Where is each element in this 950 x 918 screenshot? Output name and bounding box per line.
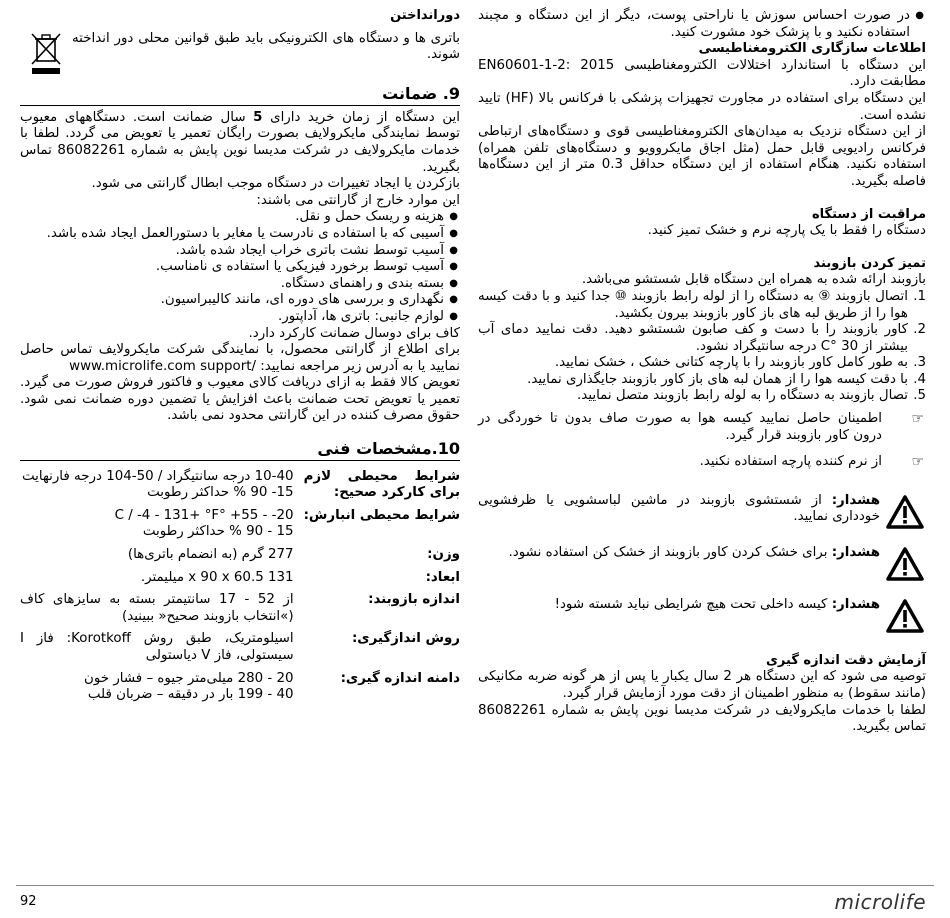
spec-row <box>20 508 460 547</box>
warranty-paragraph-3: این موارد خارج از گارانتی می باشند: <box>256 192 460 208</box>
spec-value: 20 - 280 میلی‌متر جیوه – فشار خون 40 - 199 بار در دقیقه – ضربان قلب <box>84 670 294 703</box>
spec-row <box>20 547 460 570</box>
note-softener <box>478 454 926 471</box>
spec-label: شرایط محیطی انبارش: <box>303 507 460 523</box>
step-text: با دقت کیسه هوا را از همان لبه های باز کاور بازوبند جایگذاری نمایید. <box>527 371 908 387</box>
step-number: 3. <box>913 355 926 371</box>
step-number: 1. <box>913 288 926 304</box>
spec-value: اسیلومتریک، طبق روش Korotkoff: فاز I سیستولی، فاز V دیاستولی <box>20 631 294 663</box>
spec-row <box>20 671 460 710</box>
cleaning-steps <box>478 289 926 405</box>
page-footer <box>0 885 950 918</box>
intro-bullet-list <box>478 8 926 41</box>
warranty-paragraph-6: تعویض کالا فقط به ازای دریافت کالای معیوب و فاکتور فروش صورت می گیرد. تعمیر یا تعویض تحت ضمانت باعث افزایش یا تضمین دوره ضمانت نمی شود. حقوق مصرف کننده در این گارانتی محدود نمی باشد. <box>20 375 460 424</box>
pointing-hand-icon: ☞ <box>911 454 924 471</box>
exclusion-item: ● آسیب توسط نشت باتری خراب ایجاد شده باشد. <box>20 243 460 260</box>
right-column <box>478 8 926 736</box>
exclusion-item: ● هزینه و ریسک حمل و نقل. <box>20 209 460 226</box>
spec-label: وزن: <box>427 547 460 563</box>
emc-paragraph-3: از این دستگاه نزدیک به میدان‌های الکترومغناطیسی قوی و دستگاه‌های ارتباطی فرکانس رادیویی قابل حمل (مثل اجاق مایکروویو و دستگاه‌های تلفن همراه) استفاده نکنید. هنگام استفاده از این دستگاه حداقل 0.3 متر از این دستگاه‌ها فاصله بگیرید. <box>478 124 926 189</box>
exclusion-item: ● آسیب توسط برخورد فیزیکی یا استفاده ی نامناسب. <box>20 259 460 276</box>
cleaning-step <box>478 289 926 322</box>
exclusion-item: ● لوازم جانبی: باتری ها، آداپتور. <box>20 309 460 326</box>
note-text: اطمینان حاصل نمایید کیسه هوا به صورت صاف بدون تا خوردگی در درون کاور بازوبند قرار گیرد. <box>478 411 882 443</box>
cuff-clean-intro: بازوبند ارائه شده به همراه این دستگاه قابل شستشو می‌باشد. <box>581 272 926 288</box>
spec-label: دامنه اندازه گیری: <box>340 670 460 686</box>
warning-label: هشدار: <box>831 596 880 612</box>
disposal-text: باتری ها و دستگاه های الکترونیکی باید طبق قوانین محلی دور انداخته شوند. <box>72 30 460 63</box>
step-text: کاور بازوبند را با دست و کف صابون شستشو دهید. دقت نمایید دمای آب بیشتر از 30 °C درجه سانتیگراد نشود. <box>478 322 908 354</box>
warranty-title: 9. ضمانت <box>20 86 460 106</box>
cleaning-step <box>478 372 926 389</box>
step-text: اتصال بازوبند ⑨ به دستگاه را از لوله رابط بازوبند ⑩ جدا کنید و با دقت کیسه هوا را از طریق لبه های باز کاور بازوبند بیرون بکشید. <box>478 288 908 321</box>
warning-inner-bag <box>478 597 926 639</box>
warranty-section <box>20 110 460 425</box>
step-number: 4. <box>913 371 926 387</box>
intro-bullet: ● در صورت احساس سوزش یا ناراحتی پوست، دیگر از این دستگاه و مچبند استفاده نکنید و با پزشک خود مشورت کنید. <box>478 8 926 41</box>
warranty-years: 5 <box>253 109 263 125</box>
left-column <box>20 8 460 710</box>
warranty-text-a: این دستگاه از زمان خرید دارای <box>270 109 460 125</box>
note-flat-airbag <box>478 411 926 444</box>
specs-table <box>20 469 460 710</box>
spec-label: اندازه بازوبند: <box>368 592 460 608</box>
spec-row <box>20 631 460 670</box>
step-text: تصال بازوبند به دستگاه را به لوله رابط بازوبند متصل نمایید. <box>577 388 908 404</box>
spec-value: 131 x 90 x 60.5 میلیمتر. <box>140 569 294 585</box>
note-text: از نرم کننده پارچه استفاده نکنید. <box>699 454 882 470</box>
disposal-title: دورانداختن <box>390 8 460 23</box>
cuff-clean-title: تمیز کردن بازوبند <box>813 255 926 271</box>
accuracy-paragraph-2: لطفا با خدمات مایکرولایف در شرکت مدیسا نوین پایش به شماره 86082261 تماس بگیرید. <box>478 702 926 735</box>
emc-paragraph-2: این دستگاه برای استفاده در مجاورت تجهیزات پزشکی با فرکانس بالا (HF) تایید نشده است. <box>478 90 926 123</box>
spec-value: 277 گرم (به انضمام باتری‌ها) <box>127 547 294 563</box>
spec-row <box>20 570 460 593</box>
emc-title: اطلاعات سازگاری الکترومغناطیسی <box>698 41 926 57</box>
warning-dryer <box>478 545 926 587</box>
disposal-block <box>20 31 460 81</box>
care-title: مراقبت از دستگاه <box>811 206 926 222</box>
footer-divider <box>16 885 934 886</box>
warning-label: هشدار: <box>831 492 880 508</box>
warranty-paragraph-4: کاف برای دوسال ضمانت کارکرد دارد. <box>248 325 460 341</box>
warranty-paragraph-1 <box>20 110 460 176</box>
specs-title: 10.مشخصات فنی <box>20 441 460 461</box>
warning-text: از شستشوی بازوبند در ماشین لباسشویی یا ظرفشویی خودداری نمایید. <box>478 492 880 525</box>
spec-label: شرایط محیطی لازم برای کارکرد صحیح: <box>303 468 460 501</box>
pointing-hand-icon: ☞ <box>911 411 924 428</box>
emc-paragraph-1: این دستگاه با استاندارد اختلالات الکترومغناطیسی EN60601-1-2: 2015 مطابقت دارد. <box>478 57 926 90</box>
warning-triangle-icon <box>886 599 924 633</box>
spec-row <box>20 592 460 631</box>
spec-label: ابعاد: <box>425 569 460 585</box>
step-text: به طور کامل کاور بازوبند را با پارچه کتانی خشک ، خشک نمایید. <box>554 355 908 371</box>
warning-washing-machine <box>478 493 926 535</box>
exclusion-item: ● آسیبی که با استفاده ی نادرست یا مغایر با دستورالعمل ایجاد شده باشد. <box>20 226 460 243</box>
warranty-exclusions <box>20 209 460 325</box>
exclusion-item: ● نگهداری و بررسی های دوره ای، مانند کالیبراسیون. <box>20 292 460 309</box>
cleaning-step <box>478 388 926 405</box>
crossed-bin-icon <box>20 31 72 81</box>
spec-value: 20- - 55+ °C / -4 - 131+ °F 15 - 90 % حداکثر رطوبت <box>114 507 294 540</box>
accuracy-title: آزمایش دقت اندازه گیری <box>766 652 926 668</box>
spec-value: از 52 - 17 سانتیمتر بسته به سایزهای کاف (»انتخاب بازوبند صحیح« ببینید) <box>20 592 294 624</box>
warning-label: هشدار: <box>831 544 880 560</box>
cleaning-step <box>478 355 926 372</box>
warning-triangle-icon <box>886 547 924 581</box>
brand-logo: microlife <box>834 890 926 914</box>
warranty-paragraph-5: برای اطلاع از گارانتی محصول، با نمایندگی شرکت مایکرولایف تماس حاصل نمایید یا به آدرس زیر مراجعه نمایید: /www.microlife.com support <box>20 342 460 374</box>
step-number: 2. <box>913 322 926 338</box>
warranty-text-b: سال ضمانت است. دستگاههای معیوب توسط نمایندگی مایکرولایف بصورت رایگان تعمیر یا تعویض می گردد. لطفا با خدمات مایکرولایف در شرکت مدیسا نوین پایش به شماره 86082261 تماس بگیرید. <box>20 109 461 175</box>
cleaning-step <box>478 322 926 355</box>
page-number: 92 <box>20 894 37 909</box>
care-text: دستگاه را فقط با یک پارچه نرم و خشک تمیز کنید. <box>647 223 926 239</box>
spec-row <box>20 469 460 508</box>
warranty-paragraph-2: بازکردن یا ایجاد تغییرات در دستگاه موجب ابطال گارانتی می شود. <box>91 176 460 192</box>
spec-value: 10-40 درجه سانتیگراد / 50-104 درجه فارنهایت 15- 90 % حداکثر رطوبت <box>21 468 294 501</box>
accuracy-paragraph-1: توصیه می شود که این دستگاه هر 2 سال یکبار یا پس از هر گونه ضربه مکانیکی (مانند سقوط) به منظور اطمینان از دقت مورد آزمایش قرار گیرد. <box>478 669 927 702</box>
warning-text: برای خشک کردن کاور بازوبند از خشک کن استفاده نشود. <box>508 544 828 560</box>
warning-triangle-icon <box>886 495 924 529</box>
step-number: 5. <box>913 388 926 404</box>
spec-label: روش اندازگیری: <box>351 631 460 647</box>
exclusion-item: ● بسته بندی و راهنمای دستگاه. <box>20 276 460 293</box>
warning-text: کیسه داخلی تحت هیچ شرایطی نباید شسته شود! <box>554 596 828 612</box>
